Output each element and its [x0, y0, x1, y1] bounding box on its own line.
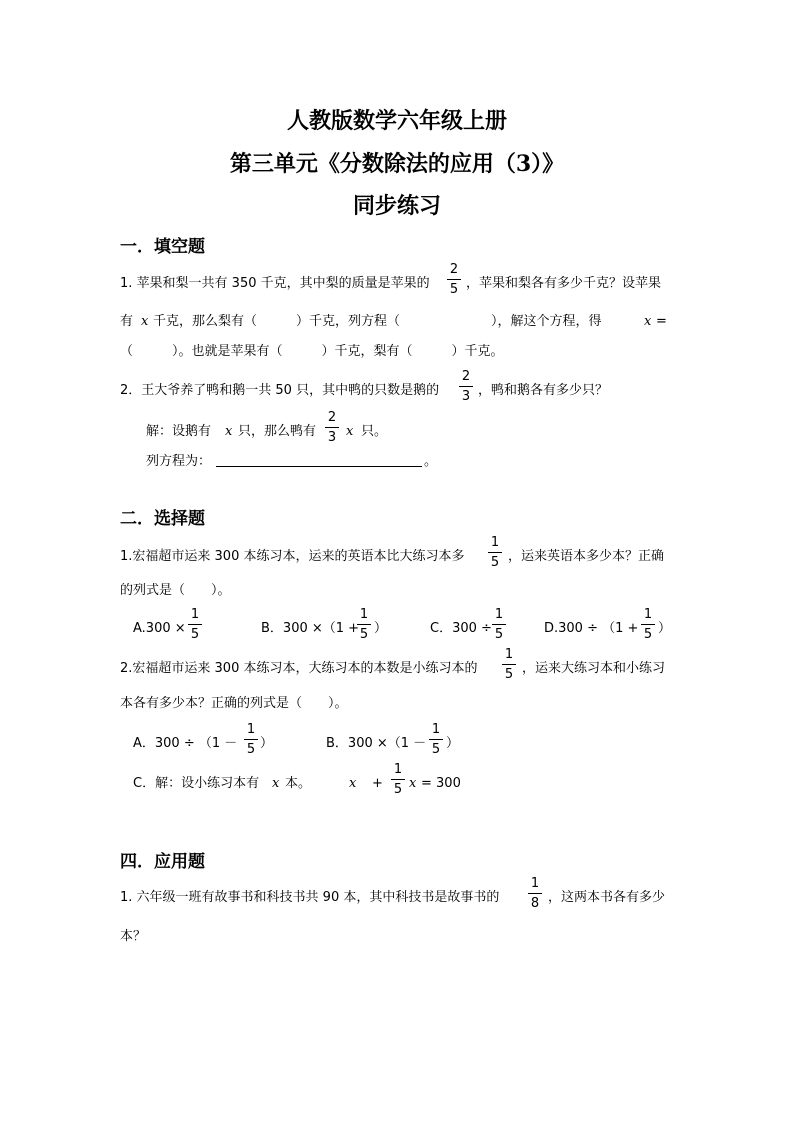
c2-text-a: 2.宏福超市运来 300 本练习本，大练习本的本数是小练习本的: [120, 661, 478, 676]
q1-text-b: ，苹果和梨各有多少千克？设苹果: [466, 276, 662, 291]
c1-option-b: B．300 ×（1 +: [261, 621, 360, 636]
fraction-bar: [502, 664, 516, 665]
c2-text-c: 本各有多少本？正确的列式是（ ）。: [120, 696, 348, 711]
q2-text-a: 2．王大爷养了鸭和鹅一共 50 只，其中鸭的只数是鹅的: [120, 383, 440, 398]
c1-option-c: C．300 ÷: [430, 621, 492, 636]
frac-num: 1: [359, 607, 369, 622]
q2-sol-1: 解：设鹅有: [146, 424, 212, 439]
c1-option-b-fraction: [357, 608, 371, 641]
c2-option-b-fraction: [429, 723, 443, 756]
frac-num: 1: [643, 607, 653, 622]
c2-frac-den: 5: [504, 667, 514, 682]
c2-option-c-b: 本。: [285, 776, 312, 791]
q2-sol-3: 只。: [361, 424, 388, 439]
q1-text-d: （ ）。也就是苹果有（ ）千克，梨有（ ）千克。: [120, 344, 504, 359]
frac-den: 5: [643, 627, 653, 642]
a1-frac-den: 8: [530, 896, 540, 911]
c2-option-c-eq-var: x: [349, 776, 357, 791]
c1-option-c-fraction: [492, 608, 506, 641]
q1-text-c1: 有: [120, 314, 134, 329]
fraction-bar: [492, 624, 506, 625]
c2-option-c-a: C．解：设小练习本有: [133, 776, 260, 791]
frac-num: 1: [393, 762, 403, 777]
c1-text-c: 的列式是（ ）。: [120, 583, 231, 598]
q2-sol-2: 只，那么鸭有: [238, 424, 317, 439]
q1-text-c3: =: [656, 314, 667, 329]
c1-option-a-fraction: [188, 608, 202, 641]
fraction-bar: [488, 552, 502, 553]
c1-option-d-fraction: [641, 608, 655, 641]
c2-fraction: [502, 648, 516, 681]
frac-den: 5: [190, 627, 200, 642]
q2-frac-den: 3: [461, 389, 471, 404]
section-choice-heading: 二．选择题: [120, 509, 205, 529]
c2-option-a-fraction: [244, 723, 258, 756]
c1-text-a: 1.宏福超市运来 300 本练习本，运来的英语本比大练习本多: [120, 549, 465, 564]
q2-frac-num: 2: [461, 369, 471, 384]
q2-sol-var-x: x: [346, 424, 354, 439]
q2-var-x: x: [225, 424, 233, 439]
c2-option-a: A．300 ÷ （1 －: [133, 736, 238, 751]
fraction-bar: [459, 386, 473, 387]
title-line-1: 人教版数学六年级上册: [286, 108, 507, 134]
q2-eq-label: 列方程为：: [146, 454, 212, 469]
title-line-2: 第三单元《分数除法的应用（3）》: [229, 151, 565, 177]
q1-frac-den: 5: [449, 282, 459, 297]
frac-den: 5: [359, 627, 369, 642]
q1-text-a: 1. 苹果和梨一共有 350 千克，其中梨的质量是苹果的: [120, 276, 430, 291]
fraction-bar: [391, 779, 405, 780]
c1-frac-num: 1: [490, 535, 500, 550]
q2-sol-frac-num: 2: [327, 410, 337, 425]
frac-num: 1: [246, 722, 256, 737]
c2-option-c-fraction: [391, 763, 405, 796]
frac-den: 5: [246, 742, 256, 757]
c2-option-c-plus: +: [372, 776, 383, 791]
c2-frac-num: 1: [504, 647, 514, 662]
fraction-bar: [429, 739, 443, 740]
frac-den: 5: [431, 742, 441, 757]
title-line-3: 同步练习: [352, 193, 441, 219]
q2-fraction: [459, 370, 473, 403]
c1-frac-den: 5: [490, 555, 500, 570]
fraction-bar: [641, 624, 655, 625]
c2-option-c-var: x: [272, 776, 280, 791]
a1-text-b: ，这两本书各有多少: [548, 890, 666, 905]
q1-var-x: x: [141, 314, 149, 329]
q2-sol-frac-den: 3: [327, 430, 337, 445]
c2-text-b: ，运来大练习本和小练习: [522, 661, 666, 676]
frac-den: 5: [494, 627, 504, 642]
q2-sol-fraction: [325, 411, 339, 444]
q2-answer-line: [216, 466, 422, 467]
a1-text-a: 1. 六年级一班有故事书和科技书共 90 本，其中科技书是故事书的: [120, 890, 500, 905]
q1-text-c2: 千克，那么梨有（ ）千克，列方程（ ），解这个方程，得: [153, 314, 602, 329]
fraction-bar: [357, 624, 371, 625]
a1-text-c: 本？: [120, 929, 147, 944]
q2-text-b: ，鸭和鹅各有多少只？: [478, 383, 609, 398]
c2-option-c-eq-var-2: x: [409, 776, 417, 791]
frac-den: 5: [393, 782, 403, 797]
c1-text-b: ，运来英语本多少本？正确: [508, 549, 665, 564]
fraction-bar: [188, 624, 202, 625]
a1-fraction: [528, 877, 542, 910]
frac-num: 1: [431, 722, 441, 737]
c1-option-d-close: ）: [658, 621, 672, 636]
c2-option-c-eq-rhs: = 300: [421, 776, 461, 791]
frac-num: 1: [190, 607, 200, 622]
frac-num: 1: [494, 607, 504, 622]
c1-option-d: D.300 ÷ （1 +: [544, 621, 639, 636]
fraction-bar: [244, 739, 258, 740]
c1-fraction: [488, 536, 502, 569]
c1-option-b-close: ）: [374, 621, 388, 636]
q1-var-x-2: x: [644, 314, 652, 329]
q1-frac-num: 2: [449, 262, 459, 277]
a1-frac-num: 1: [530, 876, 540, 891]
fraction-bar: [447, 279, 461, 280]
c2-option-a-close: ）: [260, 736, 274, 751]
section-fill-heading: 一．填空题: [120, 237, 205, 257]
section-apply-heading: 四．应用题: [120, 852, 205, 872]
q1-fraction: [447, 263, 461, 296]
c1-option-a: A.300 ×: [133, 621, 186, 636]
fraction-bar: [528, 893, 542, 894]
c2-option-b: B．300 ×（1 －: [326, 736, 427, 751]
q2-eq-end: 。: [424, 454, 438, 469]
fraction-bar: [325, 427, 339, 428]
c2-option-b-close: ）: [446, 736, 460, 751]
